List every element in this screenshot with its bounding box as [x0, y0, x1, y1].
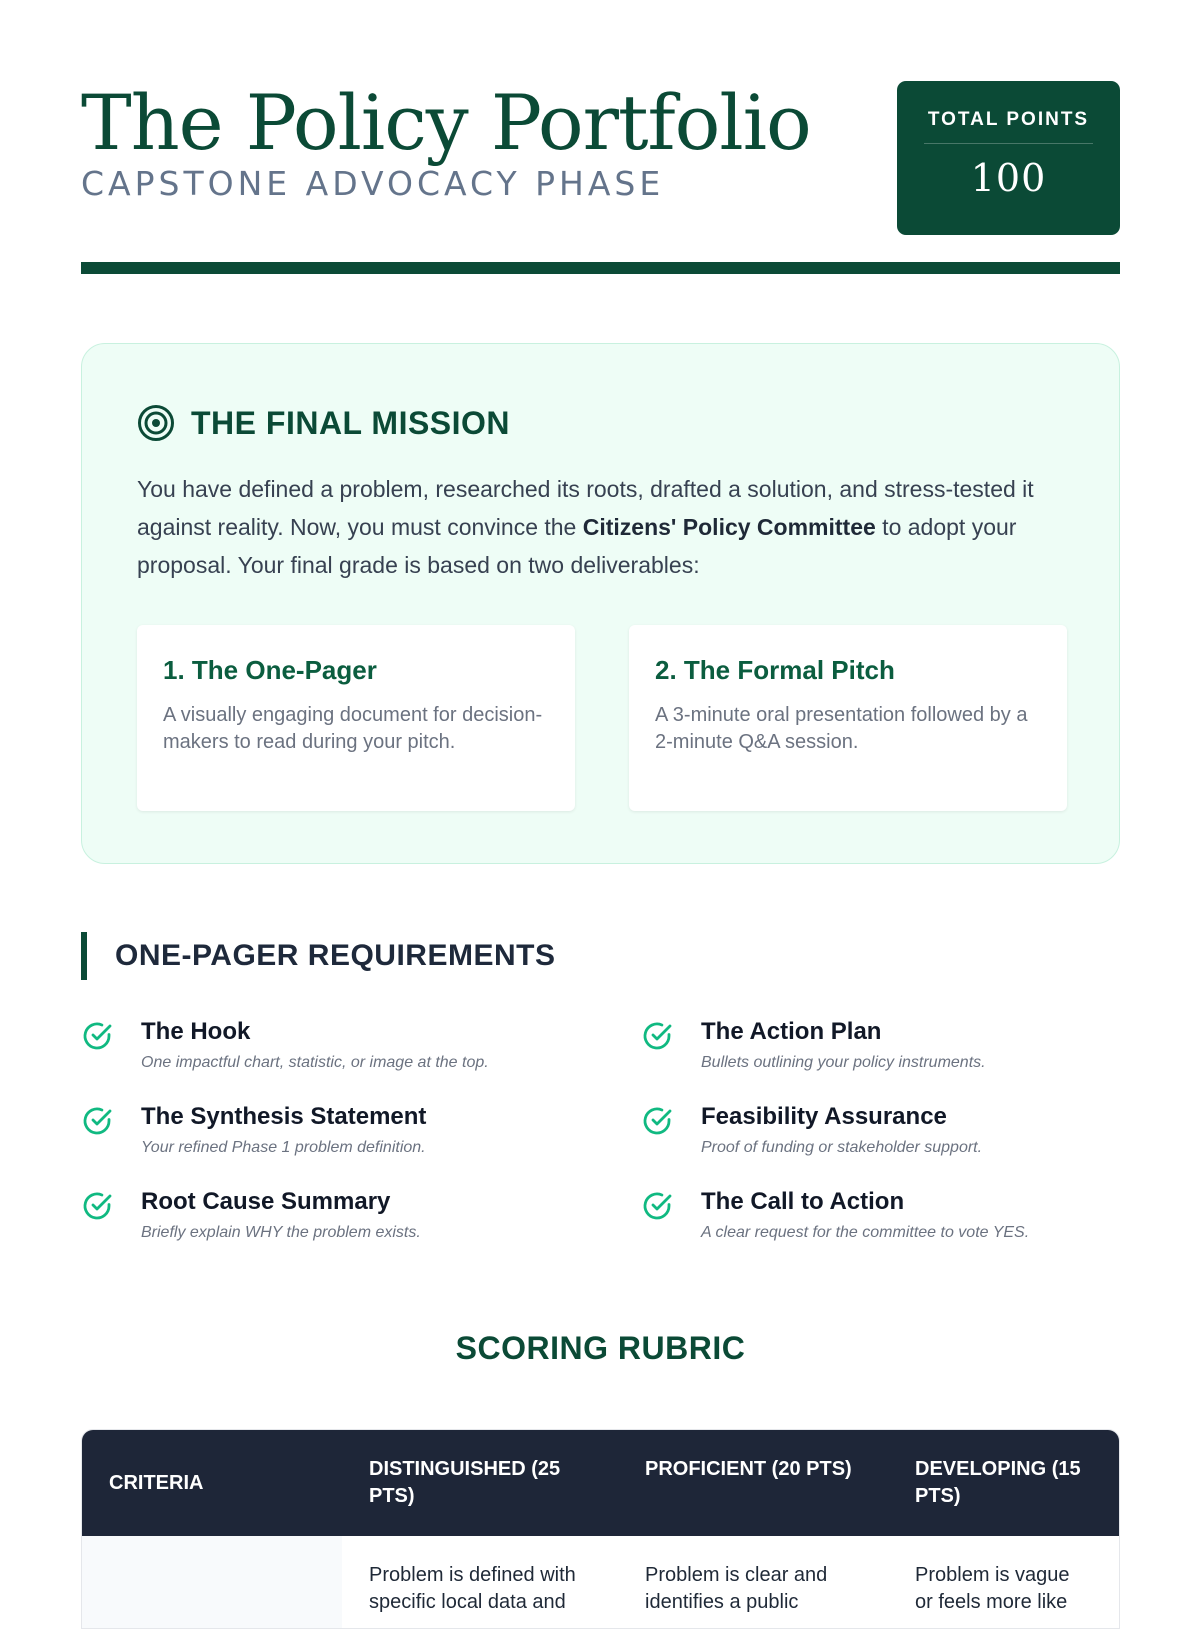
- committee-name: Citizens' Policy Committee: [582, 514, 876, 540]
- requirement-title: The Call to Action: [701, 1188, 905, 1215]
- requirement-title: The Action Plan: [701, 1018, 882, 1045]
- rubric-cell-proficient: Problem is clear and identifies a public: [645, 1564, 828, 1613]
- rubric-cell-developing: Problem is vague or feels more like: [915, 1564, 1070, 1613]
- check-circle-icon: [641, 1105, 673, 1137]
- requirement-description: A clear request for the committee to vote YES.: [701, 1224, 1030, 1241]
- rubric-header-row: [82, 1430, 1119, 1536]
- policy-portfolio-page: [81, 0, 1120, 1613]
- deliverable-title: 1. The One-Pager: [163, 655, 377, 685]
- column-header-developing: DEVELOPING (15 PTS): [915, 1458, 1081, 1507]
- deliverable-description: A visually engaging document for decision-makers to read during your pitch.: [163, 704, 543, 753]
- rubric-cell-distinguished: Problem is defined with specific local data and: [369, 1564, 576, 1613]
- mission-text-part: to adopt your proposal. Your final grade is based on two deliverables:: [137, 514, 1017, 578]
- target-icon: [137, 404, 175, 442]
- requirement-description: One impactful chart, statistic, or image at the top.: [141, 1054, 489, 1071]
- requirement-description: Proof of funding or stakeholder support.: [701, 1139, 983, 1156]
- requirement-title: Feasibility Assurance: [701, 1103, 947, 1130]
- deliverable-description: A 3-minute oral presentation followed by a 2-minute Q&A session.: [655, 704, 1028, 753]
- requirement-description: Your refined Phase 1 problem definition.: [141, 1139, 426, 1156]
- page-subtitle: CAPSTONE ADVOCACY PHASE: [81, 164, 665, 203]
- requirement-title: Root Cause Summary: [141, 1188, 391, 1215]
- mission-text-part: You have defined a problem, researched its roots, drafted a solution, and stress-tested it against reality. Now, you must convince the: [137, 476, 1034, 540]
- check-circle-icon: [641, 1190, 673, 1222]
- requirements-heading: ONE-PAGER REQUIREMENTS: [81, 932, 555, 980]
- requirement-description: Bullets outlining your policy instruments.: [701, 1054, 986, 1071]
- requirement-title: The Synthesis Statement: [141, 1103, 427, 1130]
- check-circle-icon: [81, 1105, 113, 1137]
- column-header-proficient: PROFICIENT (20 PTS): [645, 1458, 852, 1480]
- deliverable-card-formal-pitch: [629, 625, 1067, 811]
- header-divider: [81, 262, 1120, 274]
- scoring-rubric-table: [81, 1429, 1120, 1629]
- mission-heading: [137, 404, 510, 442]
- deliverable-title: 2. The Formal Pitch: [655, 655, 895, 685]
- requirement-title: The Hook: [141, 1018, 251, 1045]
- mission-title: THE FINAL MISSION: [191, 404, 511, 441]
- total-points-badge: [897, 81, 1120, 235]
- check-circle-icon: [81, 1020, 113, 1052]
- final-mission-card: [81, 343, 1120, 864]
- criteria-cell: [82, 1536, 342, 1629]
- column-header-criteria: CRITERIA: [109, 1472, 204, 1494]
- requirement-description: Briefly explain WHY the problem exists.: [141, 1224, 421, 1241]
- rubric-title: SCORING RUBRIC: [455, 1330, 746, 1366]
- deliverable-card-one-pager: [137, 625, 575, 811]
- page-title: The Policy Portfolio: [81, 78, 811, 167]
- mission-description: [137, 470, 1057, 584]
- check-circle-icon: [641, 1020, 673, 1052]
- total-points-value: 100: [970, 156, 1047, 200]
- check-circle-icon: [81, 1190, 113, 1222]
- total-points-label: TOTAL POINTS: [924, 109, 1093, 144]
- column-header-distinguished: DISTINGUISHED (25 PTS): [369, 1458, 561, 1507]
- page-header: [81, 0, 1120, 275]
